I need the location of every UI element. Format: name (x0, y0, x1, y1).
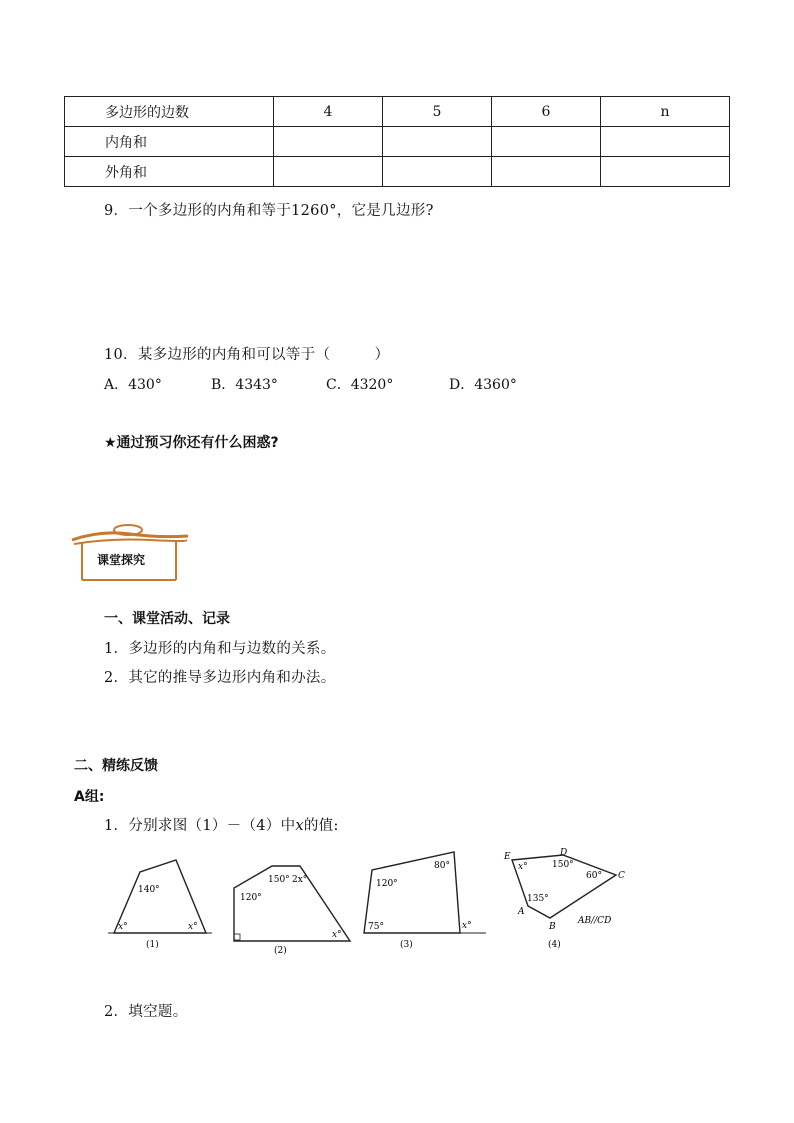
fig2-caption: (2) (274, 946, 287, 956)
fig4-label-d: D (560, 848, 568, 858)
section-badge-label: 课堂探究 (97, 553, 146, 567)
fig3-angle-120: 120° (376, 879, 398, 889)
fig4-label-b: B (549, 922, 556, 932)
fig4-caption: (4) (548, 940, 561, 950)
table-row (65, 127, 730, 157)
figure-4 (503, 848, 625, 950)
group-a-label: A组: (74, 789, 105, 805)
table-cell[interactable] (383, 157, 492, 187)
fig2-angle-x: x° (332, 930, 342, 940)
fig3-angle-x: x° (462, 921, 472, 931)
table-cell: 4 (274, 97, 383, 127)
table-cell[interactable] (492, 127, 601, 157)
fig4-label-e: E (504, 852, 511, 862)
table-cell: n (601, 97, 730, 127)
option-a[interactable]: A．430° (104, 377, 162, 393)
part1-item1: 1．多边形的内角和与边数的关系。 (104, 641, 336, 657)
figure-3 (364, 852, 486, 950)
question-9: 9．一个多边形的内角和等于1260°，它是几边形? (104, 203, 434, 219)
table-cell[interactable] (601, 157, 730, 187)
fig1-angle-140: 140° (138, 885, 160, 895)
fig4-parallel-note: AB//CD (578, 916, 612, 926)
table-row (65, 157, 730, 187)
fig2-angle-150: 150° (268, 875, 290, 885)
part2-item1-prefix: 1．分别求图（1）－（4）中 (104, 818, 296, 834)
figure-2 (234, 866, 350, 956)
table-cell[interactable] (383, 127, 492, 157)
table-cell: 5 (383, 97, 492, 127)
table-row-label: 外角和 (65, 157, 274, 187)
table-row (65, 97, 730, 127)
polygon-angle-table (64, 96, 730, 187)
fig1-angle-x-right: x° (188, 922, 198, 932)
part2-title: 二、精练反馈 (74, 758, 158, 774)
fig4-angle-135: 135° (527, 894, 549, 904)
table-cell: 6 (492, 97, 601, 127)
fig4-label-a: A (518, 907, 525, 917)
question-10-stem: 10．某多边形的内角和可以等于（ ） (104, 347, 390, 363)
figure-1 (108, 860, 212, 950)
fig4-angle-x: x° (518, 862, 528, 872)
option-d[interactable]: D．4360° (449, 377, 517, 393)
part1-title: 一、课堂活动、记录 (104, 611, 230, 627)
fig1-angle-x-left: x° (118, 922, 128, 932)
table-cell[interactable] (492, 157, 601, 187)
option-b[interactable]: B．4343° (211, 377, 278, 393)
part2-item2: 2．填空题。 (104, 1004, 188, 1020)
part2-item1 (104, 814, 339, 835)
variable-x: x (295, 818, 304, 834)
fig2-angle-2x: 2x° (292, 875, 308, 885)
fig1-caption: (1) (146, 940, 159, 950)
fig3-angle-75: 75° (368, 922, 384, 932)
fig4-label-c: C (618, 871, 625, 881)
figures-1-4 (108, 840, 648, 958)
fig4-angle-150: 150° (552, 860, 574, 870)
fig2-angle-120: 120° (240, 893, 262, 903)
fig3-caption: (3) (400, 940, 413, 950)
part2-item1-suffix: 的值: (303, 818, 339, 834)
table-cell[interactable] (274, 127, 383, 157)
table-cell[interactable] (274, 157, 383, 187)
part1-item2: 2．其它的推导多边形内角和办法。 (104, 670, 336, 686)
doubt-prompt: ★通过预习你还有什么困惑? (104, 435, 279, 451)
table-row-label: 内角和 (65, 127, 274, 157)
fig4-angle-60: 60° (586, 871, 602, 881)
table-header-cell: 多边形的边数 (65, 97, 274, 127)
table-cell[interactable] (601, 127, 730, 157)
fig3-angle-80: 80° (434, 861, 450, 871)
option-c[interactable]: C．4320° (326, 377, 394, 393)
